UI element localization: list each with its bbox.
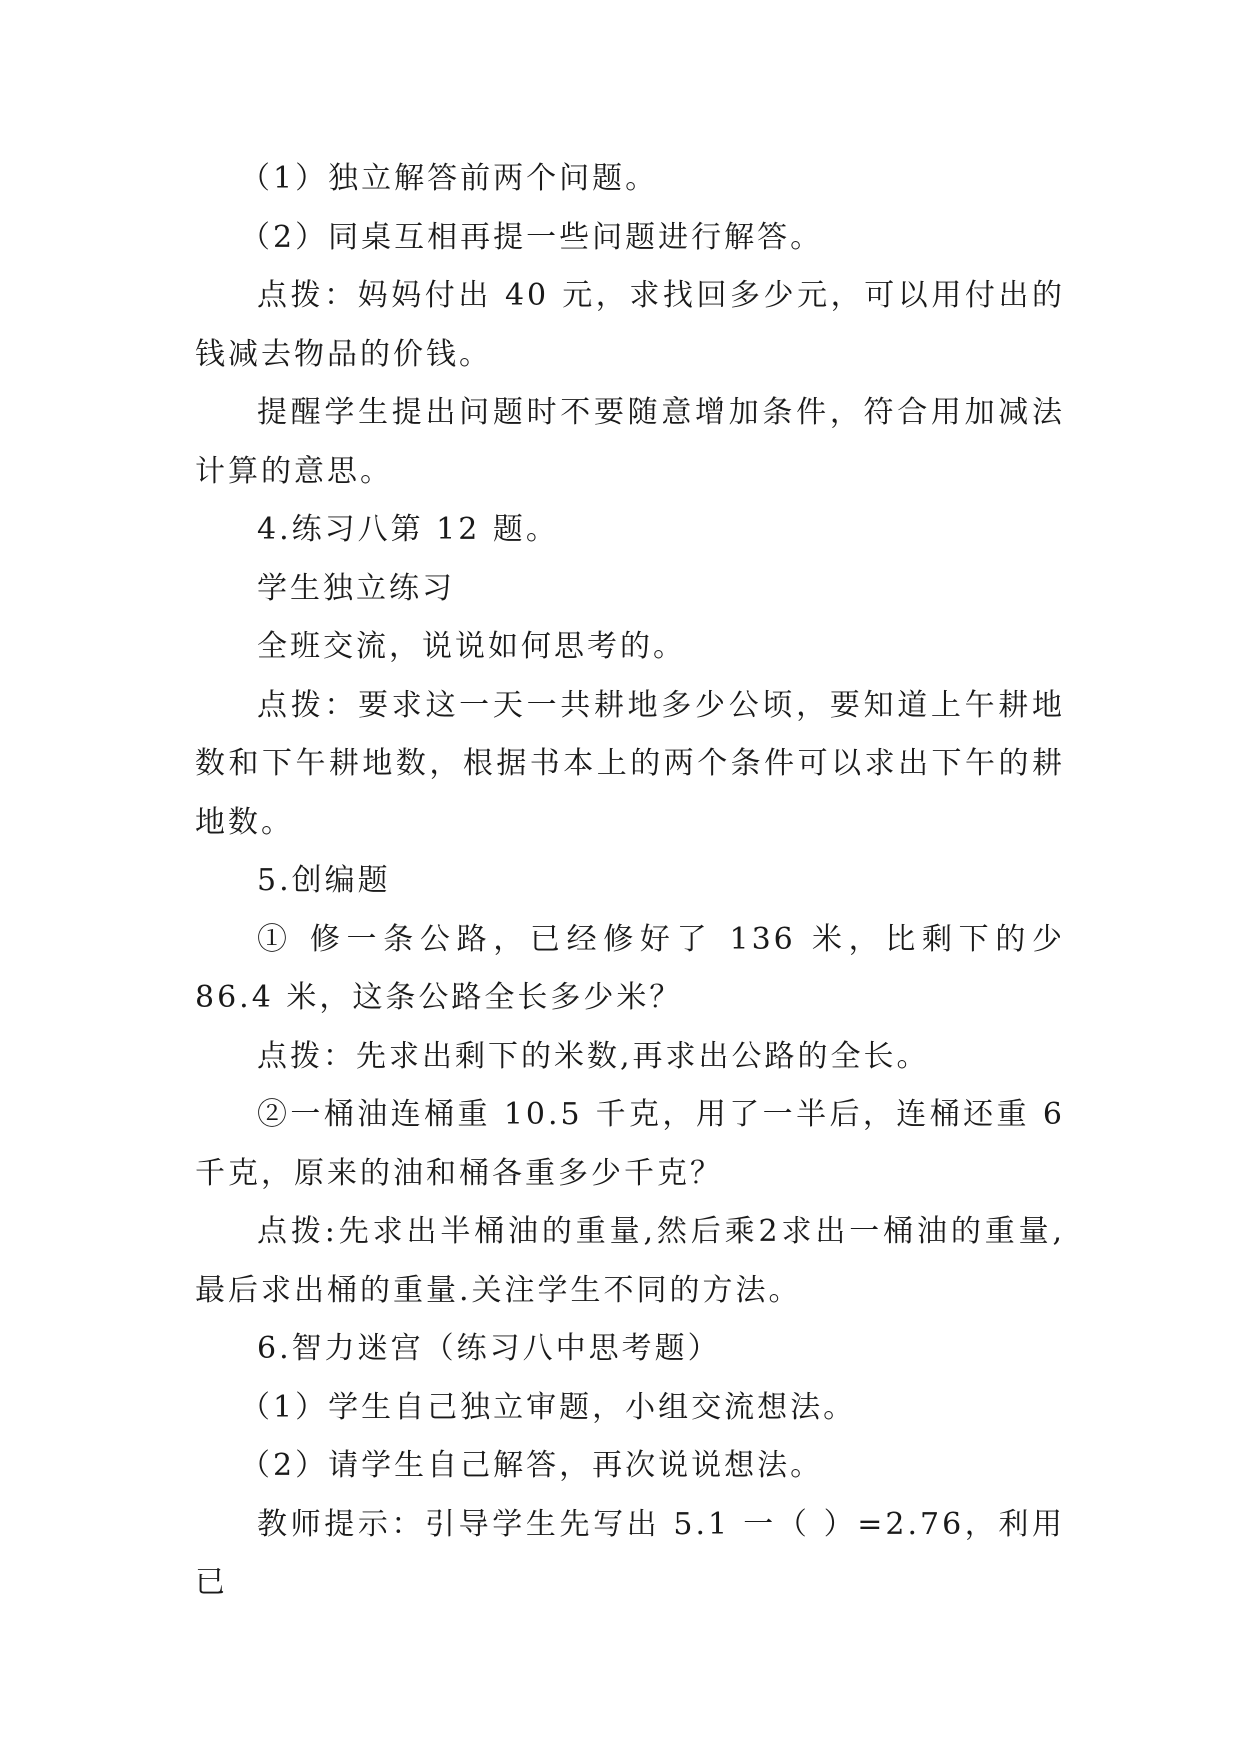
paragraph: 点拨：要求这一天一共耕地多少公顷，要知道上午耕地数和下午耕地数，根据书本上的两个条件可以求出下午的耕地数。 xyxy=(195,687,1065,840)
section-heading: 4.练习八第 12 题。 xyxy=(257,512,559,547)
document-body xyxy=(195,150,1065,1613)
paragraph: 点拨：先求出剩下的米数,再求出公路的全长。 xyxy=(257,1038,930,1074)
paragraph: 提醒学生提出问题时不要随意增加条件，符合用加减法计算的意思。 xyxy=(195,395,1065,489)
paragraph: 教师提示：引导学生先写出 5.1 一（ ）=2.76，利用已 xyxy=(195,1506,1065,1600)
paragraph: 学生独立练习 xyxy=(257,570,455,606)
paragraph: （1）独立解答前两个问题。 xyxy=(240,161,659,196)
paragraph: ① 修一条公路，已经修好了 136 米，比剩下的少 86.4 米，这条公路全长多少米？ xyxy=(195,921,1065,1015)
section-heading: 5.创编题 xyxy=(257,863,391,898)
paragraph: 全班交流，说说如何思考的。 xyxy=(257,629,686,664)
paragraph: 点拨:先求出半桶油的重量,然后乘2求出一桶油的重量,最后求出桶的重量.关注学生不同的方法。 xyxy=(195,1214,1065,1308)
section-heading: 6.智力迷宫（练习八中思考题） xyxy=(257,1331,721,1366)
paragraph: （2）请学生自己解答，再次说说想法。 xyxy=(240,1448,824,1483)
paragraph: ②一桶油连桶重 10.5 千克，用了一半后，连桶还重 6 千克，原来的油和桶各重多少千克？ xyxy=(195,1097,1065,1191)
paragraph: （2）同桌互相再提一些问题进行解答。 xyxy=(240,219,824,255)
paragraph: 点拨：妈妈付出 40 元，求找回多少元，可以用付出的钱减去物品的价钱。 xyxy=(195,278,1065,372)
paragraph: （1）学生自己独立审题，小组交流想法。 xyxy=(240,1389,857,1425)
